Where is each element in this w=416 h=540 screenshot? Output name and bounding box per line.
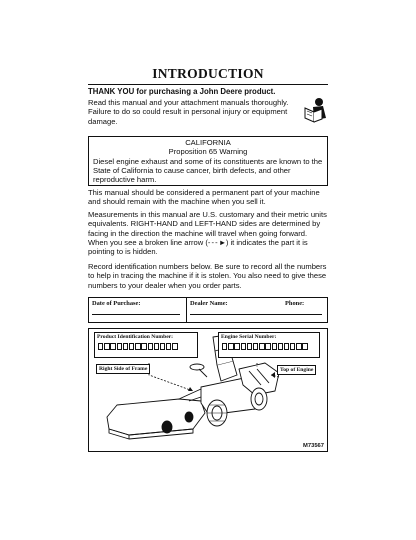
- esn-digit-box[interactable]: [284, 343, 289, 350]
- pin-digit-box[interactable]: [98, 343, 103, 350]
- esn-digit-box[interactable]: [228, 343, 233, 350]
- date-of-purchase-label: Date of Purchase:: [92, 300, 141, 307]
- esn-digit-box[interactable]: [222, 343, 227, 350]
- pin-digit-box[interactable]: [104, 343, 109, 350]
- cell-divider: [186, 298, 187, 322]
- prop65-warning-box: [88, 136, 328, 186]
- phone-label: Phone:: [285, 300, 305, 307]
- pin-digit-box[interactable]: [148, 343, 153, 350]
- top-of-engine-label: Top of Engine: [277, 365, 316, 375]
- measurements-text-a: Measurements in this manual are U.S. customary and their metric units equivalents. RIGHT-HAND and LEFT-HAND sides are determined by facing in the direction the machine will travel when going forward. When you see a broken line arrow (: [88, 210, 327, 247]
- product-identification-tag: [94, 332, 198, 358]
- record-numbers-paragraph: Record identification numbers below. Be sure to record all the numbers to help in tracing the machine if it is stolen. You also need to give these numbers to your dealer when you order parts.: [88, 262, 327, 290]
- esn-digit-box[interactable]: [253, 343, 258, 350]
- pin-label: Product Identification Number:: [97, 334, 174, 340]
- permanent-part-paragraph: This manual should be considered a permanent part of your machine and should remain with the machine when you sell it.: [88, 188, 320, 207]
- warning-body: Diesel engine exhaust and some of its constituents are known to the State of California to cause cancer, birth defects, and other reproductive harm.: [93, 157, 323, 185]
- page-title: INTRODUCTION: [152, 66, 264, 81]
- pin-digit-box[interactable]: [160, 343, 165, 350]
- esn-label: Engine Serial Number:: [221, 334, 277, 340]
- reading-operator-icon: [302, 96, 330, 124]
- esn-digit-box[interactable]: [247, 343, 252, 350]
- pin-digit-box[interactable]: [172, 343, 177, 350]
- esn-digit-box[interactable]: [296, 343, 301, 350]
- serial-number-figure: [88, 328, 328, 452]
- pin-digit-box[interactable]: [117, 343, 122, 350]
- measurements-paragraph: [88, 210, 328, 256]
- thanks-line: THANK YOU for purchasing a John Deere product.: [88, 87, 276, 96]
- esn-digit-box[interactable]: [241, 343, 246, 350]
- esn-digit-box[interactable]: [265, 343, 270, 350]
- engine-serial-tag: [218, 332, 320, 358]
- broken-line-arrow-icon: - - - ►: [207, 237, 226, 247]
- esn-boxes[interactable]: [222, 343, 309, 350]
- esn-digit-box[interactable]: [302, 343, 307, 350]
- pin-digit-box[interactable]: [166, 343, 171, 350]
- esn-digit-box[interactable]: [259, 343, 264, 350]
- pin-digit-box[interactable]: [110, 343, 115, 350]
- warning-subtitle: Proposition 65 Warning: [168, 147, 248, 156]
- warning-title: CALIFORNIA: [185, 138, 231, 147]
- pin-digit-box[interactable]: [141, 343, 146, 350]
- measurements-text-b: ) it indicates the part it is pointing to is hidden.: [88, 237, 308, 257]
- figure-id: M73567: [303, 443, 324, 449]
- esn-digit-box[interactable]: [234, 343, 239, 350]
- pin-boxes[interactable]: [98, 343, 178, 350]
- date-of-purchase-field[interactable]: [92, 314, 180, 315]
- right-side-of-frame-label: Right Side of Frame: [96, 364, 150, 374]
- esn-digit-box[interactable]: [278, 343, 283, 350]
- pin-digit-box[interactable]: [154, 343, 159, 350]
- esn-digit-box[interactable]: [290, 343, 295, 350]
- purchase-info-table: [88, 297, 328, 323]
- pin-digit-box[interactable]: [129, 343, 134, 350]
- pin-digit-box[interactable]: [123, 343, 128, 350]
- title-rule: [88, 84, 328, 85]
- pin-digit-box[interactable]: [135, 343, 140, 350]
- dealer-phone-field[interactable]: [190, 314, 322, 315]
- intro-paragraph: Read this manual and your attachment manuals thoroughly. Failure to do so could result in personal injury or equipment damage.: [88, 98, 289, 126]
- dealer-name-label: Dealer Name:: [190, 300, 228, 307]
- esn-digit-box[interactable]: [272, 343, 277, 350]
